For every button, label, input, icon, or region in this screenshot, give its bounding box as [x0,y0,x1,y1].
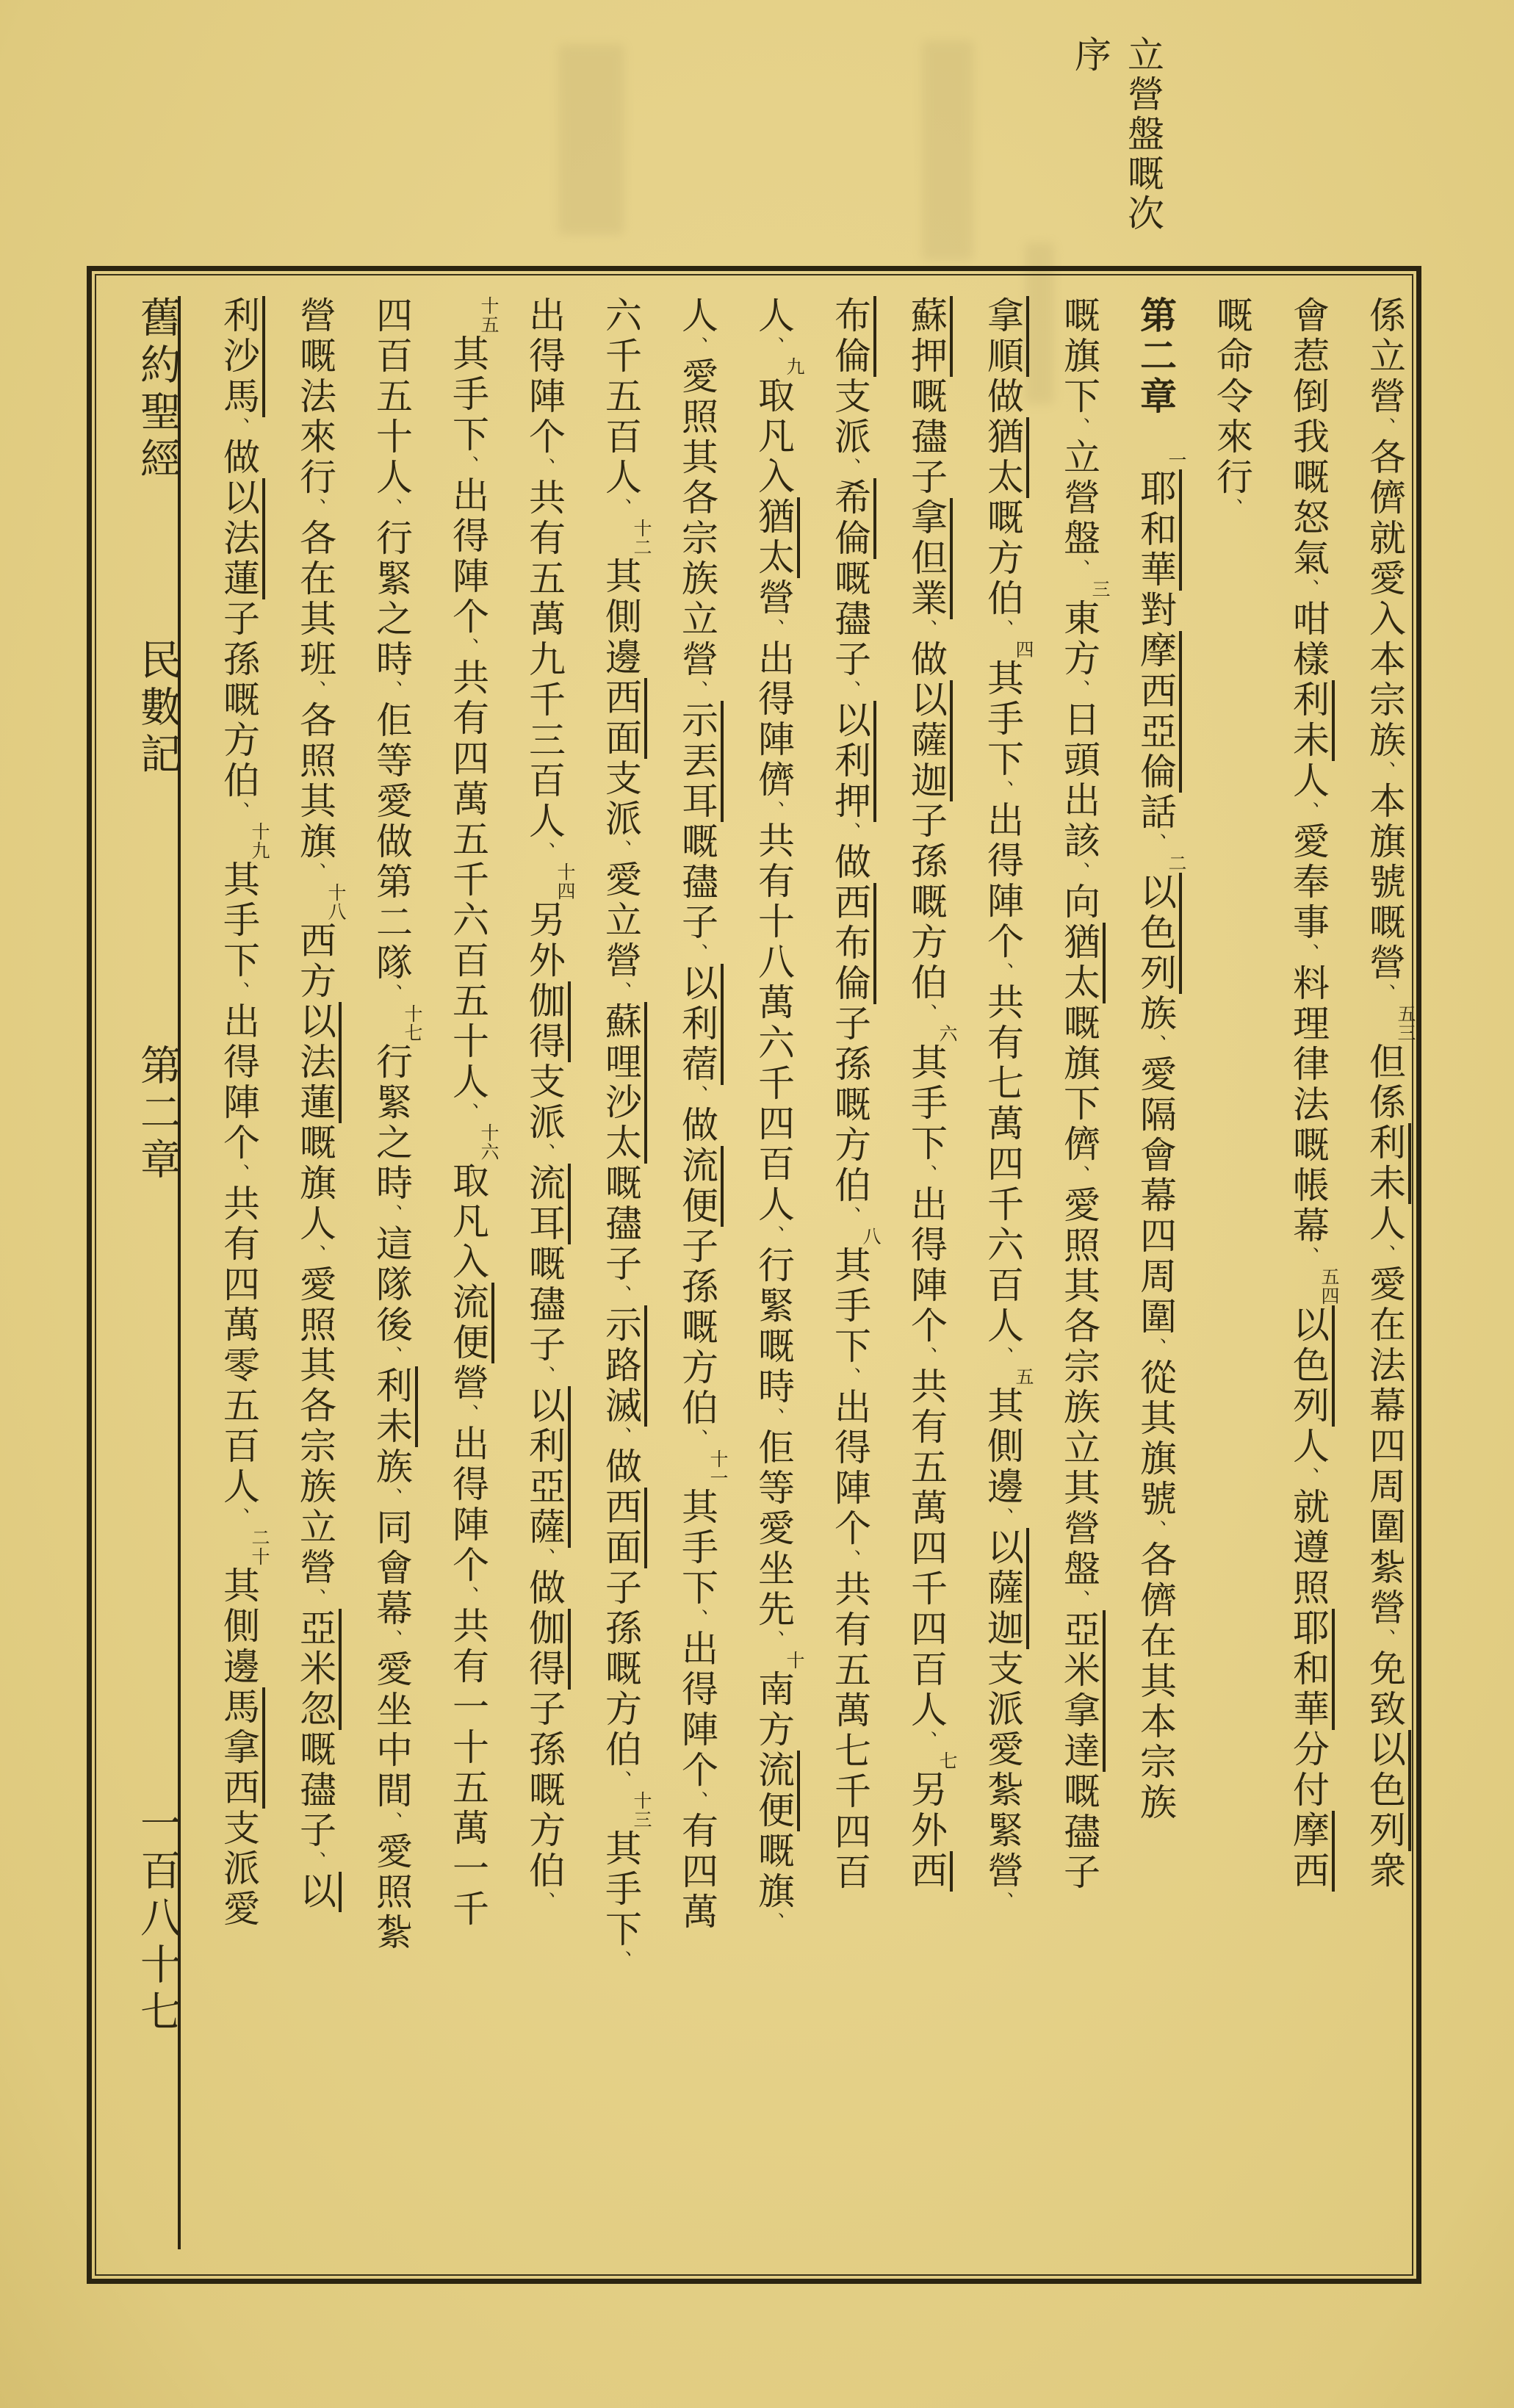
punctuation: 、 [763,336,785,357]
proper-name-mark: 流便 [752,1751,800,1831]
punctuation: 、 [457,455,479,476]
verse-number: 十七 [402,1004,423,1042]
punctuation: 、 [839,1549,861,1570]
proper-name-mark: 流便 [447,1283,494,1363]
punctuation: 、 [381,1629,403,1650]
punctuation: 、 [1297,1247,1319,1267]
proper-name-mark: 西 [905,1851,953,1892]
chapter-label: 第二章 [134,1044,181,1185]
proper-name-mark: 摩西 [1134,631,1182,712]
punctuation: 、 [1144,1034,1167,1055]
punctuation: 、 [992,962,1014,983]
punctuation: 、 [228,801,250,822]
punctuation: 、 [992,619,1014,640]
text-column: 第二章一耶和華對摩西亞倫話、二以色列族、愛隔會幕四周圍、從其旗號、各儕在其本宗族 [1134,296,1187,1823]
punctuation: 、 [304,1851,326,1872]
punctuation: 、 [1144,1338,1167,1358]
verse-number: 五 [1013,1367,1034,1386]
punctuation: 、 [610,1285,632,1305]
punctuation: 、 [1297,943,1319,964]
punctuation: 、 [1068,679,1090,700]
verse-number: 六 [937,1024,958,1043]
running-head [1056,35,1164,270]
margin-gap [156,484,158,638]
proper-name-mark: 利沙馬 [217,296,265,417]
verse-number: 七 [937,1751,958,1770]
punctuation: 、 [839,822,861,843]
punctuation: 、 [915,1731,937,1751]
proper-name-mark: 以利蓿 [676,964,724,1085]
punctuation: 、 [992,1892,1014,1912]
proper-name-mark: 西面 [599,678,647,759]
proper-name-mark: 猶太 [981,417,1029,498]
punctuation: 、 [533,458,555,478]
punctuation: 、 [533,1143,555,1164]
verse-number: 十六 [478,1123,500,1161]
verse-number: 二十 [249,1528,270,1566]
proper-name-mark: 亞米忽 [294,1609,342,1730]
punctuation: 、 [381,1812,403,1832]
punctuation: 、 [1068,1590,1090,1610]
punctuation: 、 [686,336,708,357]
proper-name-mark: 流耳 [523,1164,571,1244]
proper-name-mark: 希倫 [829,478,876,559]
proper-name-mark: 蘇哩沙太 [599,1002,647,1164]
verse-number: 十三 [631,1791,652,1829]
text-column: 十五其手下、出得陣个、共有四萬五千六百五十人、十六取凡入流便營、出得陣个、共有一十五萬一千 [447,296,500,1930]
punctuation: 、 [304,862,326,883]
punctuation: 、 [915,619,937,640]
punctuation: 、 [228,417,250,438]
verse-number: 十 [784,1651,805,1670]
verse-number: 四 [1013,640,1034,659]
proper-name-mark: 耶和華 [1287,1609,1335,1730]
punctuation: 、 [381,498,403,519]
margin-gap [156,779,158,1044]
punctuation: 、 [763,1407,785,1428]
punctuation: 、 [610,840,632,860]
punctuation: 、 [763,619,785,639]
text-column: 係立營、各儕就愛入本宗族、本旗號嘅營、五三但係利未人、愛在法幕四周圍紮營、免致以色列衆 [1363,296,1416,1892]
punctuation: 、 [915,1003,937,1024]
punctuation: 、 [1068,417,1090,438]
proper-name-mark: 伽得 [523,1609,571,1690]
punctuation: 、 [1297,801,1319,822]
proper-name-mark: 猶太 [1058,923,1106,1003]
proper-name-mark: 以利押 [829,701,876,822]
verse-number: 二 [1166,854,1187,873]
text-column: 蘇押嘅孻子拿但業、做以薩迦子孫嘅方伯、六其手下、出得陣个、共有五萬四千四百人、七另外西 [905,296,958,1892]
punctuation: 、 [381,1204,403,1225]
verse-number: 十九 [249,822,270,860]
text-column: 出得陣个、共有五萬九千三百人、十四另外伽得支派、流耳嘅孻子、以利亞薩、做伽得子孫嘅方伯、 [523,296,576,1912]
page-frame-inner-border [95,274,1416,2276]
text-column: 嘅命令來行、 [1211,296,1253,519]
proper-name-mark: 西面 [599,1488,647,1568]
proper-name-mark: 流便 [676,1146,724,1227]
proper-name-mark: 利未 [370,1366,418,1447]
proper-name-mark: 亞倫 [1134,712,1182,793]
proper-name-mark: 拿順 [981,296,1029,377]
running-head-line-1: 立營盤嘅次 [1122,35,1164,234]
verse-number: 三 [1089,580,1111,599]
punctuation: 、 [763,1225,785,1246]
proper-name-mark: 以利亞薩 [523,1386,571,1548]
verse-number: 一 [1166,450,1187,469]
text-column: 會惹倒我嘅怒氣、咁樣利未人、愛奉事、料理律法嘅帳幕、五四以色列人、就遵照耶和華分付摩西 [1287,296,1340,1892]
punctuation: 、 [686,1085,708,1106]
verse-number: 十四 [555,862,576,901]
punctuation: 、 [533,1892,555,1912]
text-column: 利沙馬、做以法蓮子孫嘅方伯、十九其手下、出得陣个、共有四萬零五百人、二十其側邊馬拿西支派愛 [217,296,270,1930]
punctuation: 、 [1374,761,1396,782]
margin-column [91,296,181,2249]
proper-name-mark: 馬拿西 [217,1687,265,1809]
book-title: 舊約聖經 [134,296,181,484]
punctuation: 、 [1068,559,1090,580]
punctuation: 、 [1374,417,1396,438]
punctuation: 、 [457,1404,479,1424]
punctuation: 、 [1221,498,1243,519]
verse-number: 十一 [707,1449,729,1488]
verse-number: 五四 [1319,1267,1340,1305]
text-column: 布倫支派、希倫嘅孻子、以利押、做西布倫子孫嘅方伯、八其手下、出得陣个、共有五萬七千四百 [829,296,882,1893]
punctuation: 、 [1144,1520,1167,1540]
text-column: 四百五十人、行緊之時、佢等愛做第二隊、十七行緊之時、這隊後、利未族、同會幕、愛坐中間、愛照紮 [370,296,423,1953]
punctuation: 、 [992,1507,1014,1528]
text-column: 六千五百人、十二其側邊西面支派、愛立營、蘇哩沙太嘅孻子、示路滅、做西面子孫嘅方伯、十三其手下、 [599,296,652,1971]
punctuation: 、 [457,1586,479,1607]
punctuation: 、 [304,680,326,701]
punctuation: 、 [381,1346,403,1366]
margin-gap [156,1185,158,1802]
punctuation: 、 [381,680,403,701]
punctuation: 、 [839,458,861,478]
punctuation: 、 [1374,1629,1396,1649]
punctuation: 、 [228,981,250,1002]
proper-name-mark: 以薩迦 [981,1528,1029,1649]
punctuation: 、 [610,498,632,519]
punctuation: 、 [457,1103,479,1123]
proper-name-mark: 拿但業 [905,498,953,619]
text-column: 人、愛照其各宗族立營、示丟耳嘅孻子、以利蓿、做流便子孫嘅方伯、十一其手下、出得陣个、有四萬 [676,296,729,1933]
punctuation: 、 [763,1912,785,1933]
punctuation: 、 [686,943,708,964]
punctuation: 、 [1144,833,1167,854]
verse-number: 五三 [1395,1004,1416,1042]
text-column: 嘅旗下、立營盤、三東方、日頭出該、向猶太嘅旗下儕、愛照其各宗族立其營盤、亞米拿達嘅孻子 [1058,296,1111,1893]
punctuation: 、 [915,1347,937,1367]
verse-number: 十二 [631,519,652,557]
verse-number: 八 [860,1227,882,1246]
punctuation: 、 [686,680,708,701]
proper-name-mark: 示丟耳 [676,701,724,822]
punctuation: 、 [610,1427,632,1447]
proper-name-mark: 摩西 [1287,1811,1335,1892]
punctuation: 、 [1374,1244,1396,1265]
punctuation: 、 [839,1367,861,1388]
proper-name-mark: 亞米拿達 [1058,1610,1106,1772]
punctuation: 、 [381,984,403,1004]
punctuation: 、 [992,1347,1014,1367]
punctuation: 、 [304,498,326,519]
proper-name-mark: 蘇押 [905,296,953,377]
punctuation: 、 [381,1488,403,1508]
verse-number: 九 [784,357,805,376]
punctuation: 、 [992,780,1014,801]
punctuation: 、 [686,1791,708,1812]
punctuation: 、 [763,801,785,821]
proper-name-mark: 耶和華 [1134,469,1182,591]
proper-name-mark: 以色列 [1287,1305,1335,1427]
chapter-heading: 第二章 [1134,296,1177,417]
main-text [96,275,1416,2274]
bleed-through-mark [558,44,624,235]
proper-name-mark: 利未 [1287,680,1335,761]
punctuation: 、 [915,1164,937,1185]
bleed-through-mark [922,40,973,261]
text-gap [1155,417,1156,450]
punctuation: 、 [533,1548,555,1568]
proper-name-mark: 布倫 [829,296,876,377]
proper-name-mark: 以色列 [1134,873,1182,994]
punctuation: 、 [533,1366,555,1386]
punctuation: 、 [763,1630,785,1651]
punctuation: 、 [610,1770,632,1791]
punctuation: 、 [686,1609,708,1629]
proper-name-mark: 以色列 [1363,1730,1411,1851]
punctuation: 、 [1068,862,1090,882]
proper-name-mark: 猶太 [752,497,800,578]
punctuation: 、 [839,1206,861,1227]
proper-name-mark: 伽得 [523,981,571,1062]
text-column: 人、九取凡入猶太營、出得陣儕、共有十八萬六千四百人、行緊嘅時、佢等愛坐先、十南方流便嘅旗、 [752,296,805,1933]
punctuation: 、 [839,680,861,701]
proper-name-mark: 以 [294,1872,342,1912]
page-frame [87,266,1421,2284]
proper-name-mark: 以薩迦 [905,680,953,801]
punctuation: 、 [228,1164,250,1184]
proper-name-mark: 西布倫 [829,883,876,1004]
book-name: 民數記 [134,638,181,779]
punctuation: 、 [610,1950,632,1971]
proper-name-mark: 利未 [1363,1123,1411,1204]
verse-number: 十五 [478,296,500,334]
punctuation: 、 [304,1588,326,1609]
punctuation: 、 [1297,579,1319,599]
punctuation: 、 [533,842,555,862]
running-head-line-2: 序 [1069,35,1111,75]
proper-name-mark: 示路滅 [599,1305,647,1427]
text-column: 拿順做猶太嘅方伯、四其手下、出得陣个、共有七萬四千六百人、五其側邊、以薩迦支派愛紮緊營、 [981,296,1034,1912]
text-column: 營嘅法來行、各在其班、各照其旗、十八西方以法蓮嘅旗人、愛照其各宗族立營、亞米忽嘅孻子、以 [294,296,347,1912]
punctuation: 、 [1068,1165,1090,1186]
punctuation: 、 [304,1244,326,1265]
proper-name-mark: 以法蓮 [294,1002,342,1123]
punctuation: 、 [457,638,479,658]
punctuation: 、 [1374,984,1396,1004]
punctuation: 、 [228,1507,250,1528]
verse-number: 十八 [325,883,347,921]
punctuation: 、 [1297,1467,1319,1488]
punctuation: 、 [610,981,632,1002]
proper-name-mark: 以法蓮 [217,478,265,599]
page-number-label: 一百八十七 [134,1802,181,2037]
punctuation: 、 [686,1429,708,1449]
